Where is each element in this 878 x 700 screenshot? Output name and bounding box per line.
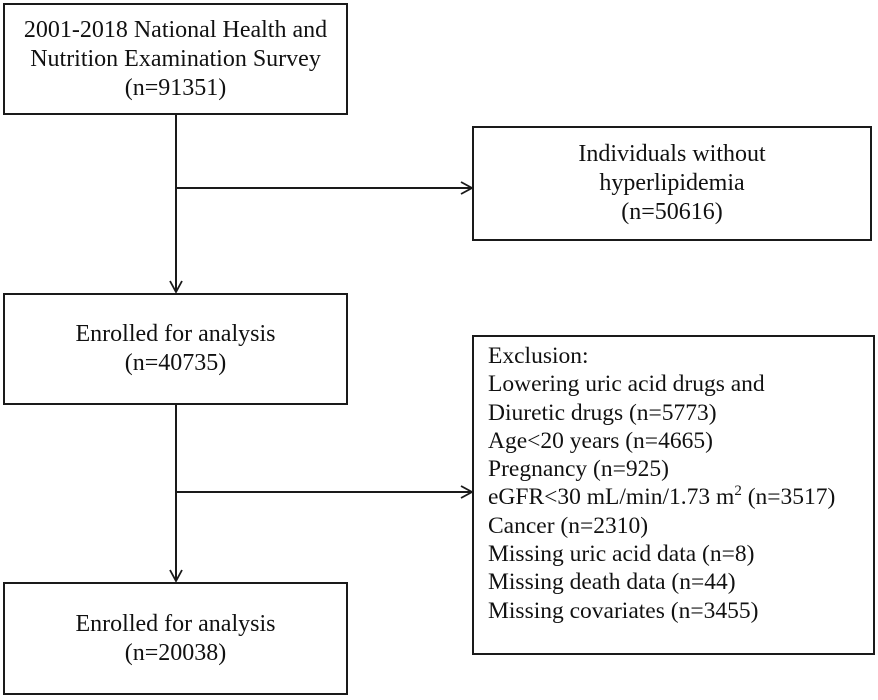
exclusion-item: Lowering uric acid drugs and xyxy=(488,371,765,398)
enrolled-box-final xyxy=(3,582,348,695)
enrolled-final-label: Enrolled for analysis xyxy=(75,610,276,637)
source-title-line2: Nutrition Examination Survey xyxy=(30,45,321,72)
egfr-count: (n=3517) xyxy=(741,484,836,511)
exclusion-title: Exclusion: xyxy=(488,343,589,369)
without-hyperlipidemia-count: (n=50616) xyxy=(621,199,723,225)
without-hyperlipidemia-line1: Individuals without xyxy=(578,141,766,167)
egfr-label: eGFR<30 mL/min/1.73 m xyxy=(488,484,735,511)
without-hyperlipidemia-line2: hyperlipidemia xyxy=(599,170,745,196)
exclusion-box xyxy=(472,335,875,655)
exclusion-item: Diuretic drugs (n=5773) xyxy=(488,399,717,426)
exclusion-item: Missing covariates (n=3455) xyxy=(488,597,759,624)
exclusion-item-egfr xyxy=(488,483,873,511)
enrolled-first-label: Enrolled for analysis xyxy=(75,321,276,347)
source-box xyxy=(3,3,348,115)
exclusion-item: Age<20 years (n=4665) xyxy=(488,427,713,454)
egfr-superscript: 2 xyxy=(734,483,742,500)
enrolled-first-count: (n=40735) xyxy=(124,350,227,376)
enrolled-final-count: (n=20038) xyxy=(124,639,227,666)
source-count: (n=91351) xyxy=(124,74,227,101)
exclusion-item: Cancer (n=2310) xyxy=(488,512,649,539)
exclusion-item: Missing death data (n=44) xyxy=(488,569,736,596)
enrolled-box-first xyxy=(3,293,348,405)
source-title-line1: 2001-2018 National Health and xyxy=(23,16,328,43)
without-hyperlipidemia-box xyxy=(472,126,872,241)
exclusion-item: Missing uric acid data (n=8) xyxy=(488,541,755,568)
exclusion-item: Pregnancy (n=925) xyxy=(488,456,669,483)
